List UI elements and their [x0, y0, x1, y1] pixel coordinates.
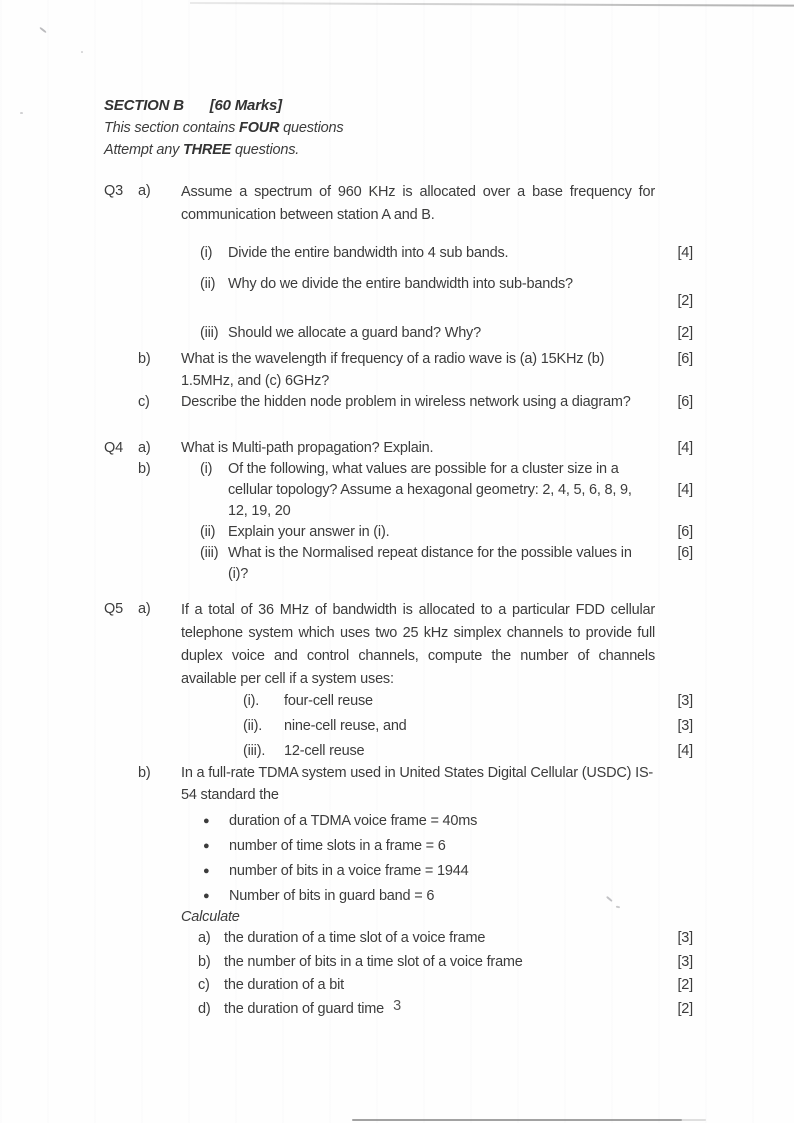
scan-speck: [20, 112, 23, 114]
q3-item-i-row: [104, 243, 696, 264]
section-header: [104, 95, 696, 117]
subtitle-text: questions: [279, 120, 344, 136]
marks-cell: [3]: [677, 693, 693, 709]
item-text: Of the following, what values are possible for a cluster size in a cellular topology? Assume a hexagonal geometry: 2, 4, 5, 6, 8, 9, 12, 19, 20: [228, 461, 632, 519]
part-label: b): [138, 461, 151, 477]
item-label: c): [198, 977, 210, 993]
marks-cell: [6]: [677, 394, 693, 410]
marks-cell: [4]: [677, 440, 693, 456]
q3-item-ii-row: [104, 274, 696, 312]
q4-item-i-row: [104, 459, 696, 522]
bullet-icon: ●: [203, 890, 210, 902]
item-text: the number of bits in a time slot of a voice frame: [224, 953, 523, 970]
part-text: In a full-rate TDMA system used in United States Digital Cellular (USDC) IS-54 standard the: [181, 765, 654, 803]
item-text: the duration of a bit: [224, 977, 344, 993]
marks-cell: [3]: [677, 953, 693, 970]
q5-calc-b-row: [104, 952, 696, 973]
scan-speck: [81, 51, 83, 53]
part-label: a): [138, 183, 151, 199]
q5-bullet-row: [104, 861, 696, 882]
section-title: SECTION B: [104, 97, 184, 114]
item-text: four-cell reuse: [284, 693, 373, 709]
subtitle-text: This section contains: [104, 120, 240, 136]
calculate-heading: Calculate: [181, 909, 240, 925]
bullet-text: number of time slots in a frame = 6: [229, 838, 446, 854]
subtitle-emphasis: THREE: [183, 142, 232, 158]
scan-edge-bottom: [352, 1119, 682, 1121]
marks-cell: [6]: [677, 545, 693, 561]
item-label: (iii).: [243, 743, 266, 759]
marks-cell: [4]: [677, 743, 693, 759]
marks-cell: [2]: [677, 293, 693, 309]
q3-item-iii-row: [104, 323, 696, 344]
marks-cell: [6]: [677, 351, 693, 367]
item-text: the duration of a time slot of a voice frame: [224, 930, 486, 946]
scan-edge-top: [190, 2, 794, 6]
part-text: Describe the hidden node problem in wireless network using a diagram?: [181, 394, 631, 410]
marks-cell: [3]: [677, 930, 693, 946]
part-text: Assume a spectrum of 960 KHz is allocated over a base frequency for communication between station A and B.: [181, 184, 655, 223]
q5-bullet-row: [104, 811, 696, 832]
item-label: (iii): [200, 545, 219, 561]
q5-calc-c-row: [104, 975, 696, 996]
item-label: (ii): [200, 524, 216, 540]
q4-part-a-row: [104, 438, 696, 459]
marks-cell: [2]: [677, 1000, 693, 1017]
q5-bullet-row: [104, 836, 696, 857]
item-label: (iii): [200, 325, 219, 341]
q5-bullet-row: [104, 886, 696, 907]
bullet-text: number of bits in a voice frame = 1944: [229, 863, 469, 879]
part-label: c): [138, 394, 150, 410]
q3-part-b-row: [104, 348, 696, 392]
item-text: Divide the entire bandwidth into 4 sub bands.: [228, 245, 509, 261]
q5-reuse-iii-row: [104, 741, 696, 762]
q4-item-ii-row: [104, 522, 696, 543]
bullet-icon: ●: [203, 840, 210, 852]
bullet-icon: ●: [203, 865, 210, 877]
q5-part-a-row: [104, 599, 696, 691]
part-label: a): [138, 601, 151, 617]
question-number: Q5: [104, 601, 123, 617]
part-label: a): [138, 440, 151, 456]
item-label: (i): [200, 245, 213, 261]
part-label: b): [138, 765, 151, 781]
item-text: What is the Normalised repeat distance for the possible values in (i)?: [228, 545, 632, 582]
item-label: b): [198, 953, 211, 970]
subtitle-text: Attempt any: [104, 142, 183, 158]
part-text: What is the wavelength if frequency of a radio wave is (a) 15KHz (b) 1.5MHz, and (c) 6GHz?: [181, 351, 605, 389]
marks-cell: [6]: [677, 524, 693, 540]
subtitle-text: questions.: [231, 142, 300, 158]
part-text: If a total of 36 MHz of bandwidth is allocated to a particular FDD cellular telephone system which uses two 25 kHz simplex channels to provide full duplex voice and control channels, compute the number of channels available per cell if a system uses:: [181, 602, 655, 687]
question-number: Q4: [104, 440, 123, 456]
part-text: What is Multi-path propagation? Explain.: [181, 440, 434, 456]
section-subtitle-1: [104, 117, 696, 139]
item-label: (i): [200, 461, 213, 477]
page-content: [104, 95, 696, 1020]
bullet-text: duration of a TDMA voice frame = 40ms: [229, 813, 478, 829]
q5-calculate-heading-row: [104, 907, 696, 928]
question-number: Q3: [104, 183, 123, 199]
section-total-marks: [60 Marks]: [209, 97, 282, 114]
item-label: (ii): [200, 276, 216, 292]
part-label: b): [138, 351, 151, 367]
marks-cell: [2]: [677, 325, 693, 341]
marks-cell: [4]: [677, 482, 693, 498]
item-text: Explain your answer in (i).: [228, 524, 390, 540]
item-label: (i).: [243, 693, 260, 709]
item-text: 12-cell reuse: [284, 743, 365, 759]
subtitle-emphasis: FOUR: [239, 120, 280, 136]
q5-part-b-row: [104, 762, 696, 806]
q3-part-c-row: [104, 392, 696, 413]
section-subtitle-2: [104, 139, 696, 161]
q4-item-iii-row: [104, 543, 696, 585]
item-text: Should we allocate a guard band? Why?: [228, 325, 481, 341]
q5-reuse-ii-row: [104, 716, 696, 737]
item-text: the duration of guard time: [224, 1000, 385, 1017]
q3-part-a-row: [104, 181, 696, 227]
item-label: (ii).: [243, 718, 263, 734]
marks-cell: [4]: [677, 245, 693, 261]
page-number: 3: [393, 998, 401, 1014]
item-label: d): [198, 1000, 211, 1017]
q5-calc-a-row: [104, 928, 696, 949]
marks-cell: [3]: [677, 718, 693, 734]
item-label: a): [198, 930, 211, 946]
q5-reuse-i-row: [104, 691, 696, 712]
item-text: Why do we divide the entire bandwidth into sub-bands?: [228, 276, 573, 292]
scan-speck: [39, 27, 47, 34]
marks-cell: [2]: [677, 977, 693, 993]
bullet-text: Number of bits in guard band = 6: [229, 888, 435, 904]
bullet-icon: ●: [203, 815, 210, 827]
item-text: nine-cell reuse, and: [284, 718, 407, 734]
